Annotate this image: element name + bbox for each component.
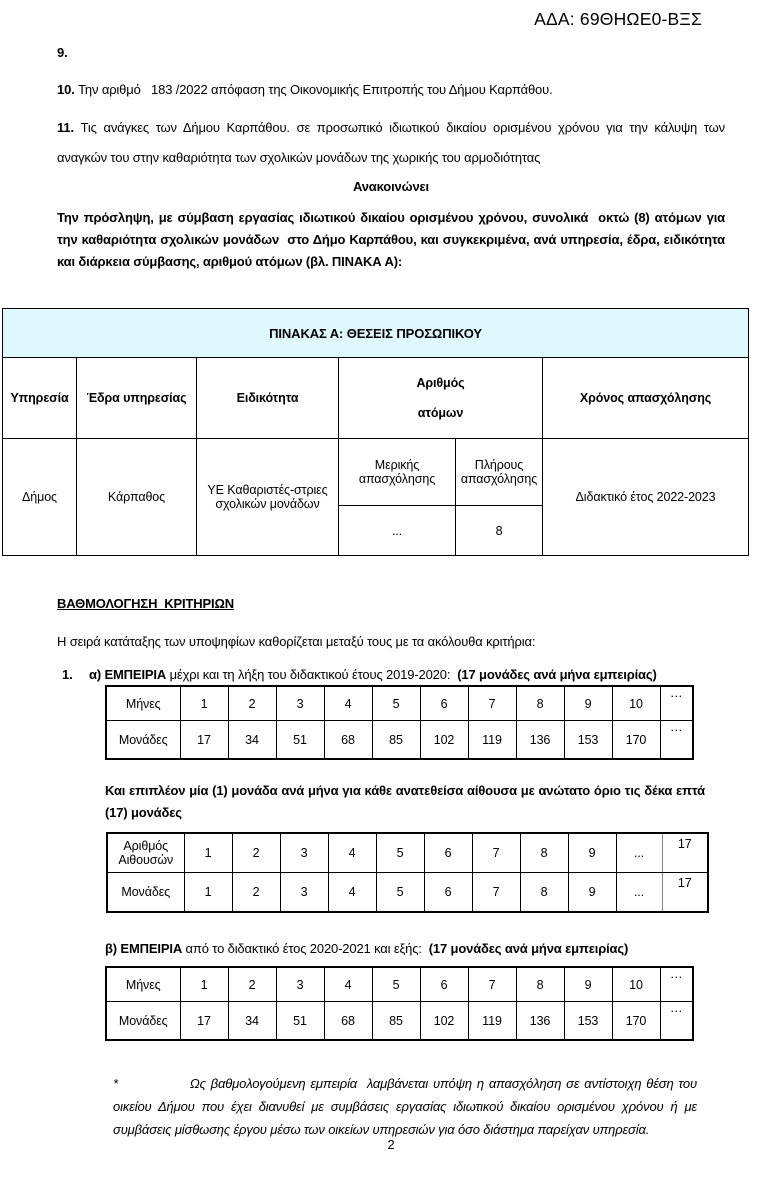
- table-cell: 119: [468, 1002, 516, 1041]
- table-cell: 85: [372, 721, 420, 760]
- criterion-1-text: [89, 667, 657, 682]
- table-cell: 6: [420, 686, 468, 721]
- ada-code: ΑΔΑ: 69ΘΗΩΕ0-ΒΞΣ: [534, 9, 702, 29]
- table-cell: 3: [276, 967, 324, 1002]
- scoring-heading: ΒΑΘΜΟΛΟΓΗΣΗ ΚΡΙΤΗΡΙΩΝ: [57, 596, 234, 611]
- cell-partial-label: Μερικής απασχόλησης: [339, 439, 456, 506]
- footnote: [113, 1072, 701, 1141]
- table-cell: 10: [612, 686, 660, 721]
- item-9: 9.: [57, 45, 68, 60]
- table-cell: 6: [424, 873, 472, 913]
- table-a-title: ΠΙΝΑΚΑΣ Α: ΘΕΣΕΙΣ ΠΡΟΣΩΠΙΚΟΥ: [3, 309, 749, 358]
- cell-duration: Διδακτικό έτος 2022-2023: [543, 439, 749, 556]
- table-cell: 3: [280, 873, 328, 913]
- table-row: [3, 439, 749, 506]
- criterion-1-mid: μέχρι και τη λήξη του διδακτικού έτους 2019-2020:: [166, 667, 458, 682]
- row-label: Μονάδες: [106, 721, 180, 760]
- experience-table-a: [105, 685, 694, 760]
- criterion-1: [62, 667, 725, 682]
- table-row: [106, 721, 693, 760]
- table-cell: 2: [228, 967, 276, 1002]
- row-label: Μήνες: [106, 967, 180, 1002]
- cell-seat: Κάρπαθος: [77, 439, 197, 556]
- table-cell: 5: [372, 686, 420, 721]
- table-cell: 34: [228, 1002, 276, 1041]
- table-cell: 7: [472, 873, 520, 913]
- table-cell: ···: [660, 967, 693, 1002]
- item-11-text: Τις ανάγκες των Δήμου Καρπάθου. σε προσωπικό ιδιωτικού δικαίου ορισμένου χρόνου για την κάλυψη των αναγκών του στην καθαριότητα των σχολικών μονάδων της χωρικής του αρμοδιότητας: [57, 120, 729, 165]
- cell-partial-value: ...: [339, 506, 456, 556]
- table-cell: 170: [612, 1002, 660, 1041]
- table-cell: 7: [472, 833, 520, 873]
- scoring-section: [57, 596, 725, 1141]
- criterion-b: [105, 941, 725, 956]
- table-cell: 2: [232, 833, 280, 873]
- table-cell: 8: [520, 873, 568, 913]
- table-cell: 68: [324, 1002, 372, 1041]
- table-row: [106, 1002, 693, 1041]
- personnel-positions-table: [2, 308, 749, 556]
- criterion-1-points: (17 μονάδες ανά μήνα εμπειρίας): [457, 667, 657, 682]
- table-cell: 6: [424, 833, 472, 873]
- table-cell: 5: [372, 967, 420, 1002]
- experience-table-b: [105, 966, 694, 1041]
- table-cell: 1: [184, 833, 232, 873]
- col-header-people-line1: Αριθμός: [416, 376, 465, 390]
- table-cell: 34: [228, 721, 276, 760]
- announce-paragraph: Την πρόσληψη, με σύμβαση εργασίας ιδιωτικού δικαίου ορισμένου χρόνου, συνολικά οκτώ (8) ατόμων για την καθαριότητα σχολικών μονάδων στο Δήμο Καρπάθου, και συγκεκριμένα, ανά υπηρεσία, έδρα, ειδικότητα και διάρκεια σύμβασης, αριθμού ατόμων (βλ. ΠΙΝΑΚΑ Α):: [57, 210, 729, 269]
- row-label: Μονάδες: [106, 1002, 180, 1041]
- table-cell: 153: [564, 1002, 612, 1041]
- table-row: [106, 686, 693, 721]
- table-cell: 7: [468, 967, 516, 1002]
- criterion-1-label: α) ΕΜΠΕΙΡΙΑ: [89, 667, 167, 682]
- col-header-seat: Έδρα υπηρεσίας: [77, 358, 197, 439]
- table-cell: 3: [280, 833, 328, 873]
- table-cell: 7: [468, 686, 516, 721]
- col-header-duration: Χρόνος απασχόλησης: [543, 358, 749, 439]
- table-row: [3, 358, 749, 439]
- criterion-1-number: 1.: [62, 667, 73, 682]
- table-cell: 85: [372, 1002, 420, 1041]
- extra-units-paragraph: Και επιπλέον μία (1) μονάδα ανά μήνα για κάθε ανατεθείσα αίθουσα με ανώτατο όριο τις δέκα επτά (17) μονάδες: [105, 783, 705, 820]
- col-header-service: Υπηρεσία: [3, 358, 77, 439]
- row-label: Μονάδες: [107, 873, 184, 913]
- cell-full-label: Πλήρους απασχόλησης: [456, 439, 543, 506]
- table-cell: 136: [516, 1002, 564, 1041]
- document-content: [57, 45, 729, 273]
- table-cell: 102: [420, 721, 468, 760]
- table-cell: 9: [568, 833, 616, 873]
- footnote-text: Ως βαθμολογούμενη εμπειρία λαμβάνεται υπόψη η απασχόληση σε αντίστοιχη θέση του οικείου Δήμου που έχει διανυθεί με συμβάσεις εργασίας ιδιωτικού δικαίου ορισμένου χρόνου ή με συμβάσεις μίσθωσης έργου μέσω των οικείων υπηρεσιών για όσο διάστημα παρείχαν υπηρεσία.: [113, 1076, 701, 1137]
- col-header-people-line2: ατόμων: [417, 406, 464, 420]
- table-cell: 1: [184, 873, 232, 913]
- table-cell: 8: [516, 967, 564, 1002]
- table-cell: 119: [468, 721, 516, 760]
- table-cell: 2: [232, 873, 280, 913]
- table-cell: 17: [662, 833, 708, 873]
- table-cell: 17: [662, 873, 708, 913]
- table-cell: 2: [228, 686, 276, 721]
- table-cell: ...: [616, 873, 662, 913]
- footnote-asterisk: *: [113, 1076, 118, 1091]
- cell-full-value: 8: [456, 506, 543, 556]
- col-header-specialty: Ειδικότητα: [197, 358, 339, 439]
- table-cell: 136: [516, 721, 564, 760]
- table-cell: 9: [568, 873, 616, 913]
- table-cell: 17: [180, 1002, 228, 1041]
- table-row: [107, 833, 708, 873]
- table-cell: 1: [180, 686, 228, 721]
- table-cell: ···: [660, 1002, 693, 1041]
- table-cell: 170: [612, 721, 660, 760]
- row-label: Μήνες: [106, 686, 180, 721]
- table-cell: 9: [564, 967, 612, 1002]
- table-cell: 9: [564, 686, 612, 721]
- item-10-number: 10.: [57, 82, 79, 97]
- table-cell: 8: [520, 833, 568, 873]
- table-cell: 8: [516, 686, 564, 721]
- criterion-b-points: (17 μονάδες ανά μήνα εμπειρίας): [428, 941, 629, 956]
- table-cell: ···: [660, 721, 693, 760]
- table-cell: ···: [660, 686, 693, 721]
- table-cell: 153: [564, 721, 612, 760]
- scoring-intro: Η σειρά κατάταξης των υποψηφίων καθορίζεται μεταξύ τους με τα ακόλουθα κριτήρια:: [57, 634, 536, 649]
- criterion-b-mid: από το διδακτικό έτος 2020-2021 και εξής:: [182, 941, 429, 956]
- table-cell: 3: [276, 686, 324, 721]
- page-number: 2: [387, 1137, 395, 1152]
- table-cell: 51: [276, 1002, 324, 1041]
- table-cell: 4: [324, 967, 372, 1002]
- table-cell: 5: [376, 833, 424, 873]
- cell-specialty: ΥΕ Καθαριστές-στριες σχολικών μονάδων: [197, 439, 339, 556]
- table-cell: ...: [616, 833, 662, 873]
- row-label: Αριθμός Αιθουσών: [107, 833, 184, 873]
- item-10-text: Την αριθμό 183 /2022 απόφαση της Οικονομικής Επιτροπής του Δήμου Καρπάθου.: [78, 82, 553, 97]
- table-cell: 10: [612, 967, 660, 1002]
- rooms-table: [106, 832, 709, 913]
- table-row: [106, 967, 693, 1002]
- item-10: [57, 82, 725, 97]
- table-cell: 68: [324, 721, 372, 760]
- table-cell: 4: [328, 833, 376, 873]
- announce-heading: Ανακοινώνει: [352, 179, 430, 194]
- table-cell: 1: [180, 967, 228, 1002]
- table-cell: 17: [180, 721, 228, 760]
- item-11-number: 11.: [57, 120, 81, 135]
- item-11: [57, 113, 729, 173]
- table-cell: 4: [324, 686, 372, 721]
- col-header-people: [339, 358, 543, 439]
- table-row: [3, 309, 749, 358]
- table-cell: 6: [420, 967, 468, 1002]
- table-cell: 102: [420, 1002, 468, 1041]
- table-row: [107, 873, 708, 913]
- table-cell: 5: [376, 873, 424, 913]
- cell-service: Δήμος: [3, 439, 77, 556]
- criterion-b-label: β) ΕΜΠΕΙΡΙΑ: [105, 941, 183, 956]
- table-cell: 51: [276, 721, 324, 760]
- table-cell: 4: [328, 873, 376, 913]
